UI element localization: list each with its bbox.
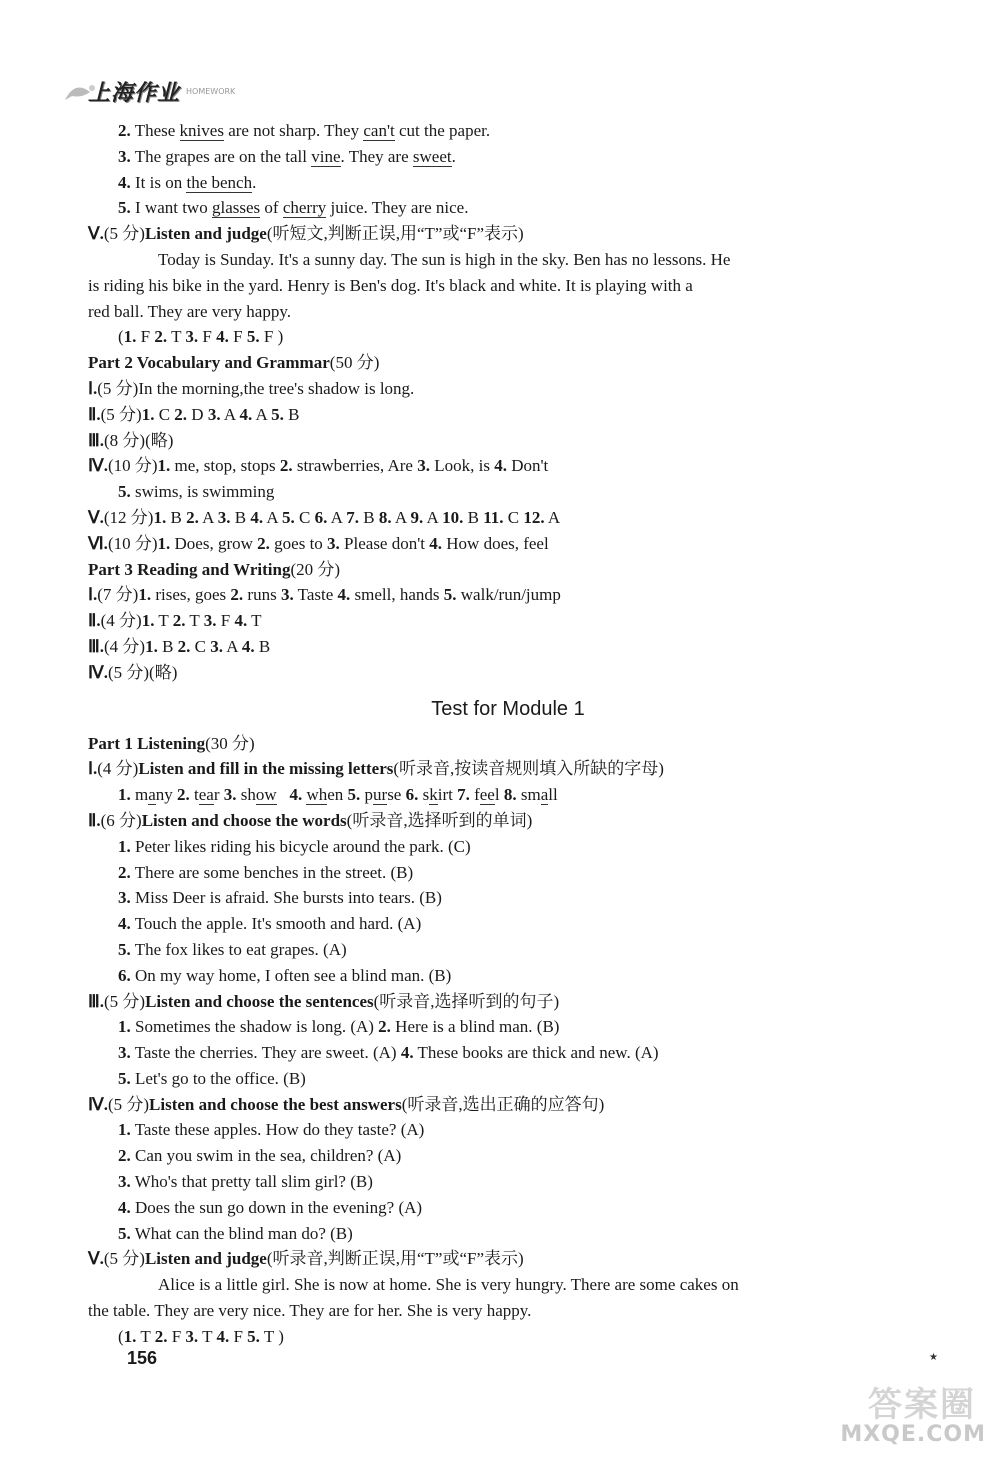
part-heading: Part 1 Listening(30 分) [88,733,255,753]
section-heading: Ⅴ.(5 分)Listen and judge(听短文,判断正误,用“T”或“F”表示) [88,224,524,244]
part-heading: Part 2 Vocabulary and Grammar(50 分) [88,353,380,373]
answer-line: Ⅵ.(10 分)1. Does, grow 2. goes to 3. Please don't 4. How does, feel [88,533,549,553]
answer-line: 2. These knives are not sharp. They can't cut the paper. [118,121,491,140]
answer-line: 5. Let's go to the office. (B) [118,1068,306,1088]
answer-line: Ⅰ.(7 分)1. rises, goes 2. runs 3. Taste 4. smell, hands 5. walk/run/jump [88,585,561,605]
answer-line: 3. Taste the cherries. They are sweet. (A) 4. These books are thick and new. (A) [118,1043,659,1063]
answer-line: 2. Can you swim in the sea, children? (A) [118,1146,402,1166]
answer-line: 5. What can the blind man do? (B) [118,1223,353,1243]
answer-line: 3. Miss Deer is afraid. She bursts into tears. (B) [118,888,442,908]
section-heading: Ⅲ.(5 分)Listen and choose the sentences(听录音,选择听到的句子) [88,991,560,1011]
answer-line: 1. many 2. tear 3. show 4. when 5. purse 6. skirt 7. feel 8. small [118,785,558,805]
page-number: 156 [127,1348,158,1368]
answer-line: Ⅰ.(5 分)In the morning,the tree's shadow is long. [88,378,415,398]
star-icon: ★ [929,1352,938,1363]
answer-line: (1. F 2. T 3. F 4. F 5. F ) [118,327,284,347]
section-heading: Ⅱ.(6 分)Listen and choose the words(听录音,选择听到的单词) [88,810,533,830]
passage-text: is riding his bike in the yard. Henry is Ben's dog. It's black and white. It is playing with a [88,275,693,295]
answer-line: 2. There are some benches in the street. (B) [118,862,414,882]
answer-line: 3. Who's that pretty tall slim girl? (B) [118,1172,373,1192]
section-heading: Ⅳ.(5 分)Listen and choose the best answers(听录音,选出正确的应答句) [88,1094,605,1114]
answer-line: 1. Sometimes the shadow is long. (A) 2. Here is a blind man. (B) [118,1017,560,1037]
answer-line: 4. It is on the bench. [118,172,257,192]
header-logo [88,74,298,108]
passage-text: red ball. They are very happy. [88,301,291,321]
passage-text: Today is Sunday. It's a sunny day. The sun is high in the sky. Ben has no lessons. He [158,249,731,269]
module-test-title: Test for Module 1 [431,697,585,720]
answer-line: 4. Touch the apple. It's smooth and hard. (A) [118,914,422,934]
answer-line: 1. Taste these apples. How do they taste? (A) [118,1120,425,1140]
part-heading: Part 3 Reading and Writing(20 分) [88,559,341,579]
section-heading: Ⅴ.(5 分)Listen and judge(听录音,判断正误,用“T”或“F”表示) [88,1249,524,1269]
passage-text: the table. They are very nice. They are for her. She is very happy. [88,1301,532,1321]
logo-text: 上海作业 [88,80,181,106]
answer-line: Ⅳ.(5 分)(略) [88,662,178,682]
answer-line: 5. The fox likes to eat grapes. (A) [118,939,347,959]
answer-line: 6. On my way home, I often see a blind man. (B) [118,965,452,985]
watermark-logo: 答案圈 [868,1385,976,1425]
answer-content [88,118,928,1350]
answer-line: Ⅲ.(4 分)1. B 2. C 3. A 4. B [88,636,271,656]
answer-line: Ⅱ.(4 分)1. T 2. T 3. F 4. T [88,611,262,631]
answer-line: Ⅲ.(8 分)(略) [88,430,174,450]
passage-text: Alice is a little girl. She is now at home. She is very hungry. There are some cakes on [158,1275,739,1295]
answer-line: Ⅱ.(5 分)1. C 2. D 3. A 4. A 5. B [88,404,300,424]
section-heading: Ⅰ.(4 分)Listen and fill in the missing letters(听录音,按读音规则填入所缺的字母) [88,759,664,779]
watermark-url: MXQE.COM [840,1422,986,1447]
watermark [776,1377,986,1447]
answer-line: 4. Does the sun go down in the evening? (A) [118,1197,423,1217]
answer-line: 5. swims, is swimming [118,482,275,502]
answer-line: 3. The grapes are on the tall vine. They are sweet. [118,146,456,166]
answer-line: (1. T 2. F 3. T 4. F 5. T ) [118,1326,284,1346]
logo-subtitle: HOMEWORK [186,86,236,96]
answer-line: 5. I want two glasses of cherry juice. They are nice. [118,198,469,218]
answer-line: Ⅴ.(12 分)1. B 2. A 3. B 4. A 5. C 6. A 7. B 8. A 9. A 10. B 11. C 12. A [88,507,561,527]
answer-line: Ⅳ.(10 分)1. me, stop, stops 2. strawberries, Are 3. Look, is 4. Don't [88,456,549,476]
answer-line: 1. Peter likes riding his bicycle around the park. (C) [118,836,471,856]
